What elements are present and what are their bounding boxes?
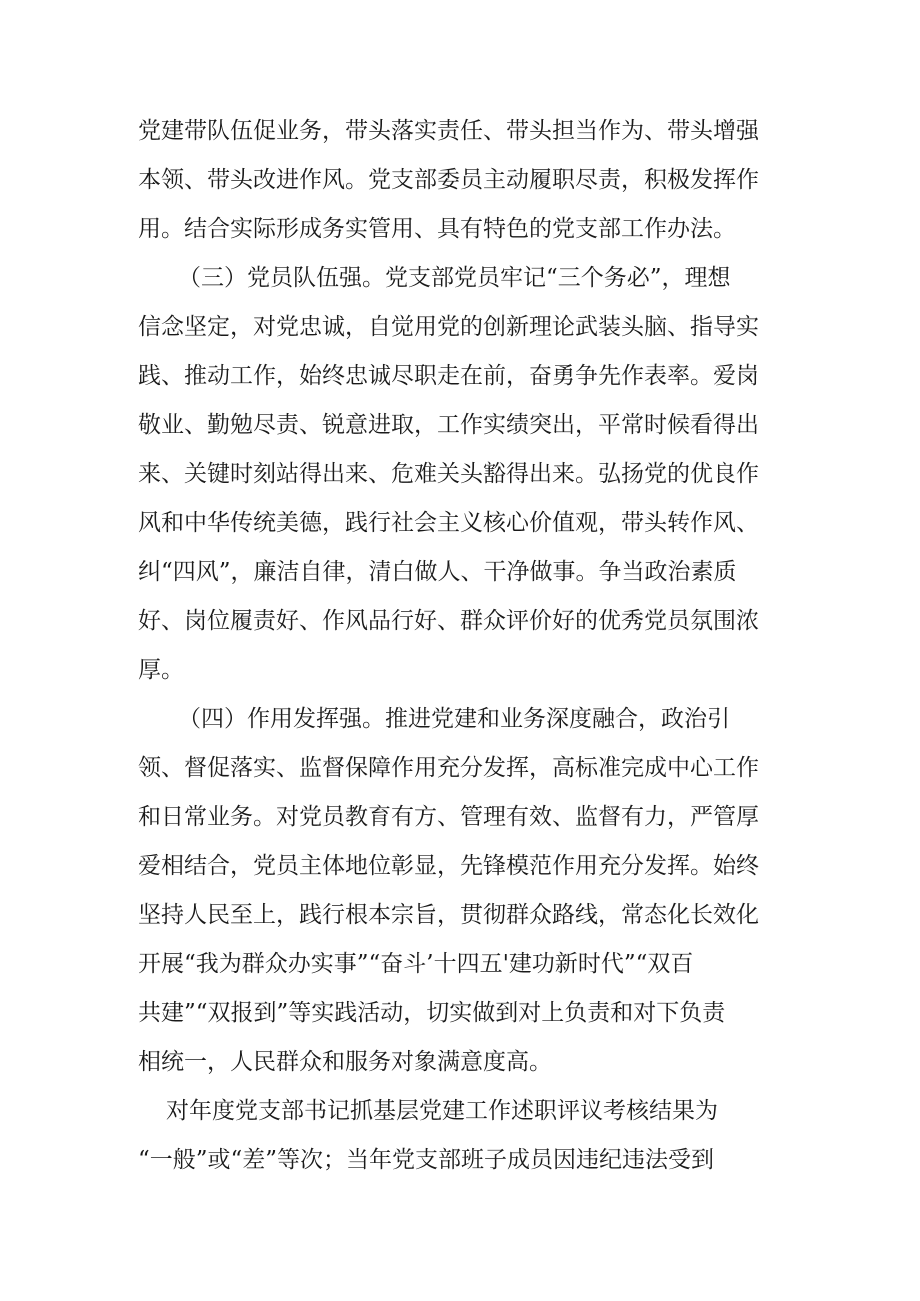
text-line-2-content: 本领、带头改进作风。党支部委员主动履职尽责，积极发挥作: [138, 167, 759, 193]
text-line-12-content: 厚。: [138, 657, 184, 683]
text-line-8: [0, 454, 920, 494]
text-line-14: [0, 748, 920, 788]
text-line-6: [0, 356, 920, 396]
text-line-13: [0, 699, 920, 739]
text-line-5-content: 信念坚定，对党忠诚，自觉用党的创新理论武装头脑、指导实: [138, 314, 759, 340]
text-line-8-content: 来、关键时刻站得出来、危难关头豁得出来。弘扬党的优良作: [138, 461, 759, 487]
text-line-13-content: （四）作用发挥强。推进党建和业务深度融合，政治引: [178, 706, 730, 732]
text-line-17: [0, 895, 920, 935]
text-line-3: [0, 209, 920, 249]
text-line-18-content: 开展“我为群众办实事”“奋斗’十四五'建功新时代”“双百: [138, 951, 694, 977]
text-line-4-content: （三）党员队伍强。党支部党员牢记“三个务必”，理想: [178, 265, 731, 291]
text-line-21-content: 对年度党支部书记抓基层党建工作述职评议考核结果为: [166, 1098, 718, 1124]
text-line-11: [0, 601, 920, 641]
text-line-14-content: 领、督促落实、监督保障作用充分发挥，高标准完成中心工作: [138, 755, 759, 781]
text-line-22: [0, 1140, 920, 1180]
text-line-2: [0, 160, 920, 200]
text-line-17-content: 坚持人民至上，践行根本宗旨，贯彻群众路线，常态化长效化: [138, 902, 759, 928]
text-line-10: [0, 552, 920, 592]
text-line-7: [0, 405, 920, 445]
text-line-9: [0, 503, 920, 543]
text-line-3-content: 用。结合实际形成务实管用、具有特色的党支部工作办法。: [138, 216, 736, 242]
text-line-22-content: “一般”或“差”等次；当年党支部班子成员因违纪违法受到: [138, 1147, 715, 1173]
text-line-15-content: 和日常业务。对党员教育有方、管理有效、监督有力，严管厚: [138, 804, 759, 830]
text-line-20-content: 相统一，人民群众和服务对象满意度高。: [138, 1049, 552, 1075]
text-line-1: [0, 111, 920, 151]
text-line-16: [0, 846, 920, 886]
text-line-10-content: 纠“四风”，廉洁自律，清白做人、干净做事。争当政治素质: [138, 559, 737, 585]
text-line-18: [0, 944, 920, 984]
text-line-4: [0, 258, 920, 298]
text-line-20: [0, 1042, 920, 1082]
text-line-5: [0, 307, 920, 347]
text-line-6-content: 践、推动工作，始终忠诚尽职走在前，奋勇争先作表率。爱岗: [138, 363, 759, 389]
text-line-19: [0, 993, 920, 1033]
text-line-7-content: 敬业、勤勉尽责、锐意进取，工作实绩突出，平常时候看得出: [138, 412, 759, 438]
text-line-19-content: 共建”“双报到”等实践活动，切实做到对上负责和对下负责: [138, 1000, 726, 1026]
text-line-12: [0, 650, 920, 690]
text-line-15: [0, 797, 920, 837]
text-line-1-content: 党建带队伍促业务，带头落实责任、带头担当作为、带头增强: [138, 118, 759, 144]
text-line-16-content: 爱相结合，党员主体地位彰显，先锋模范作用充分发挥。始终: [138, 853, 759, 879]
text-line-11-content: 好、岗位履责好、作风品行好、群众评价好的优秀党员氛围浓: [138, 608, 759, 634]
text-line-9-content: 风和中华传统美德，践行社会主义核心价值观，带头转作风、: [138, 510, 759, 536]
text-line-21: [0, 1091, 920, 1131]
